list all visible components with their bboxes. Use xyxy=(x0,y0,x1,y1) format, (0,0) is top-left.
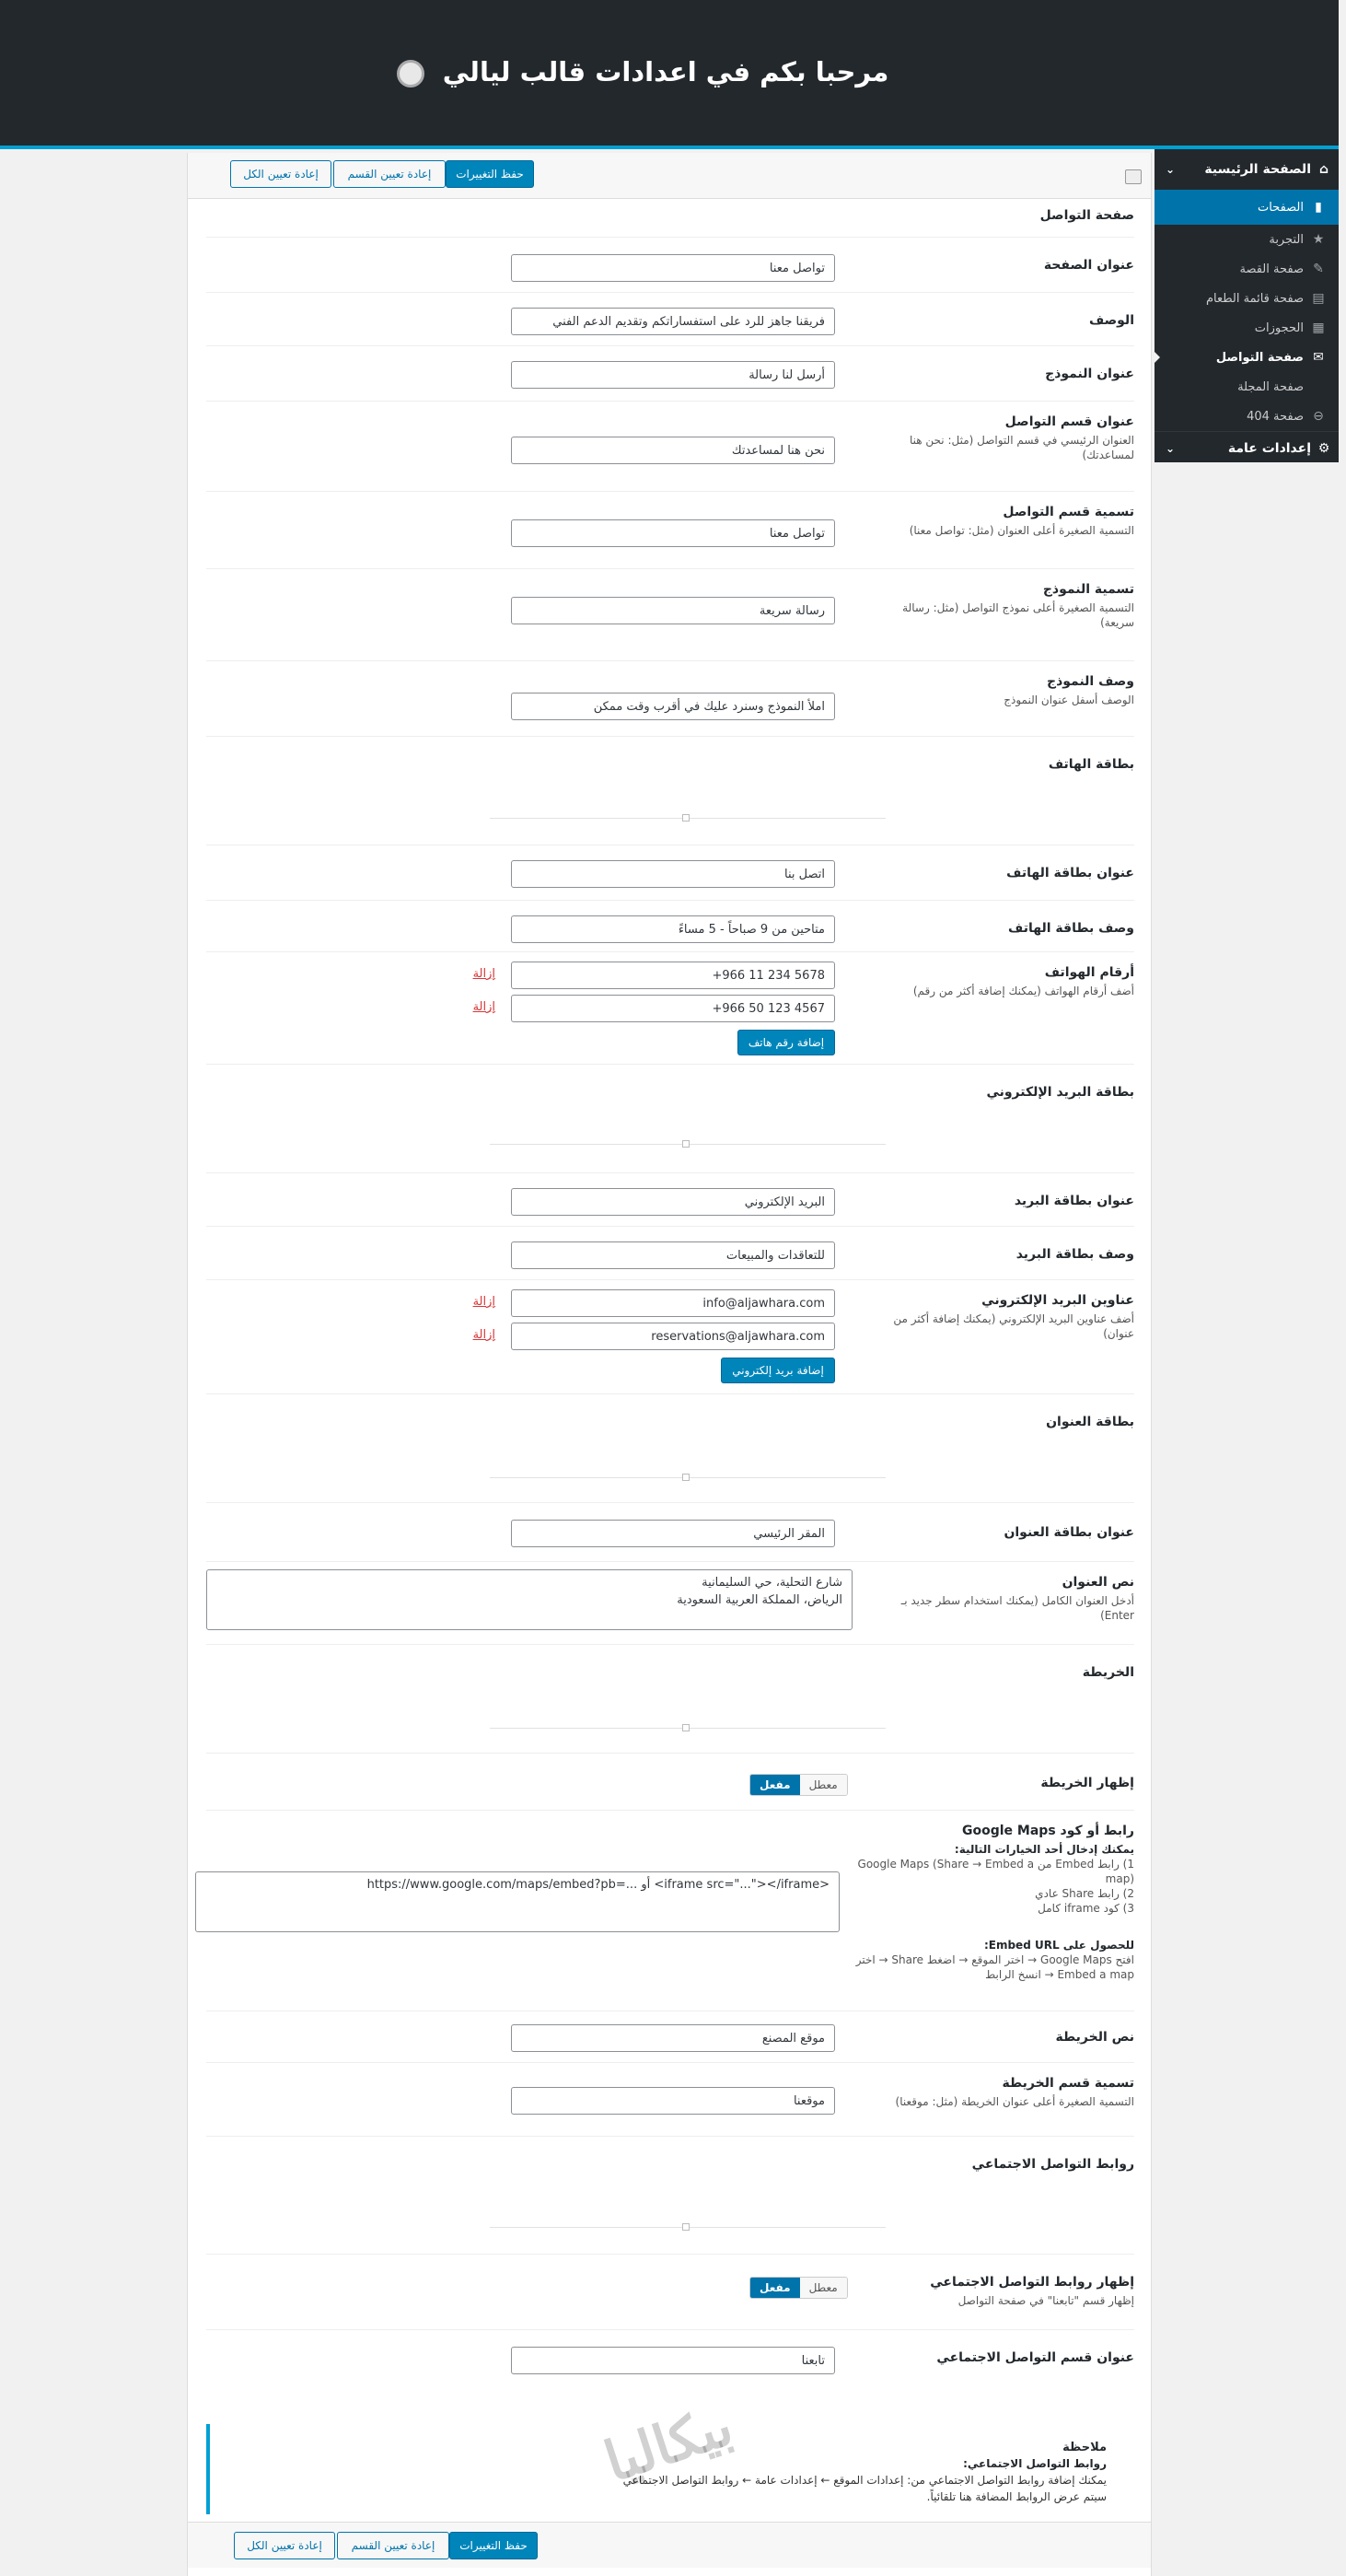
note-line: روابط التواصل الاجتماعي: xyxy=(963,2457,1107,2470)
sidebar-item-pages[interactable] xyxy=(1155,190,1339,225)
field-description: التسمية الصغيرة أعلى نموذج التواصل (مثل: رسالة سريعة) xyxy=(902,601,1134,629)
note-title: ملاحظة xyxy=(1062,2441,1107,2454)
sidebar-item-reservations[interactable] xyxy=(1155,313,1339,343)
social-heading-input[interactable]: تابعنا xyxy=(511,2347,835,2374)
form-row xyxy=(206,1754,1134,1811)
form-row xyxy=(206,2011,1134,2063)
form-row xyxy=(206,569,1134,661)
toggle-on[interactable]: مفعل xyxy=(750,1775,800,1795)
email-address-input[interactable]: reservations@aljawhara.com xyxy=(511,1323,835,1350)
sidebar-item-label: صفحة 404 xyxy=(1247,409,1304,424)
section-heading-row xyxy=(206,201,1134,238)
reset-all-button[interactable]: إعادة تعيين الكل xyxy=(234,2532,335,2559)
layout-icon[interactable] xyxy=(1125,169,1142,184)
field-label-text: تسمية قسم الخريطة xyxy=(1002,2076,1134,2091)
section-heading-input[interactable]: نحن هنا لمساعدتك xyxy=(511,437,835,464)
field-description: الوصف أسفل عنوان النموذج xyxy=(1004,694,1134,706)
section-title: بطاقة الهاتف xyxy=(1048,757,1134,772)
map-toggle[interactable] xyxy=(749,1774,848,1796)
sidebar-item-label: صفحة قائمة الطعام xyxy=(1205,291,1304,306)
help-line: 2) رابط Share عادي xyxy=(1035,1887,1134,1900)
section-title: بطاقة العنوان xyxy=(1046,1415,1134,1429)
map-help-embed xyxy=(849,1938,1134,1982)
field-label: عنوان الصفحة xyxy=(1043,258,1134,273)
address-heading-input[interactable]: المقر الرئيسي xyxy=(511,1520,835,1547)
sidebar-item-story[interactable] xyxy=(1155,254,1339,284)
form-row xyxy=(206,293,1134,346)
watermark-logo: بيكاليا xyxy=(597,2393,741,2495)
section-title: بطاقة البريد الإلكتروني xyxy=(986,1085,1134,1100)
field-label xyxy=(872,2275,1134,2308)
form-row xyxy=(206,1280,1134,1394)
field-label-text: نص العنوان xyxy=(1062,1575,1134,1590)
form-row xyxy=(206,346,1134,402)
field-label xyxy=(890,1575,1134,1623)
clipboard-icon: ▤ xyxy=(1312,291,1325,306)
form-description-input[interactable]: املأ النموذج وسنرد عليك في أقرب وقت ممكن xyxy=(511,693,835,720)
field-label-text: وصف النموذج xyxy=(1047,674,1134,689)
remove-email-link[interactable]: إزالة xyxy=(472,1295,495,1309)
field-label-text: أرقام الهواتف xyxy=(1044,965,1134,980)
field-description: أدخل العنوان الكامل (يمكنك استخدام سطر جديد بـ Enter) xyxy=(900,1594,1134,1622)
field-description: إظهار قسم "تابعنا" في صفحة التواصل xyxy=(957,2294,1134,2307)
note-line: سيتم عرض الروابط المضافة هنا تلقائياً. xyxy=(926,2490,1107,2503)
map-section xyxy=(206,1645,1134,1754)
minus-circle-icon: ⊖ xyxy=(1313,409,1324,424)
section-divider xyxy=(490,1728,886,1729)
map-text-input[interactable]: موقع المصنع xyxy=(511,2024,835,2052)
section-title: روابط التواصل الاجتماعي xyxy=(971,2157,1134,2172)
address-textarea[interactable]: شارع التحلية، حي السليمانية الرياض، المملكة العربية السعودية xyxy=(206,1569,853,1630)
settings-sidebar xyxy=(1155,149,1339,462)
field-label-text: عناوين البريد الإلكتروني xyxy=(981,1293,1134,1308)
form-heading-input[interactable]: أرسل لنا رسالة xyxy=(511,361,835,389)
social-toggle[interactable] xyxy=(749,2277,848,2299)
help-title: يمكنك إدخال أحد الخيارات التالية: xyxy=(954,1843,1134,1856)
form-row xyxy=(206,901,1134,952)
form-row xyxy=(206,1811,1134,2011)
field-label: رابط أو كود Google Maps xyxy=(962,1824,1134,1838)
phone-number-input[interactable]: +966 11 234 5678 xyxy=(511,962,835,989)
sidebar-item-experience[interactable] xyxy=(1155,225,1339,254)
map-help xyxy=(849,1842,1134,1916)
field-label: إظهار الخريطة xyxy=(1040,1776,1134,1790)
social-section xyxy=(206,2137,1134,2255)
field-label xyxy=(872,582,1134,630)
field-label xyxy=(872,2076,1134,2109)
gear-icon: ⚙ xyxy=(1317,440,1330,456)
field-label-text: تسمية النموذج xyxy=(1042,582,1134,597)
field-label-text: تسمية قسم التواصل xyxy=(1003,505,1134,519)
sidebar-item-label: الصفحات xyxy=(1257,200,1304,215)
form-row xyxy=(206,492,1134,569)
form-row xyxy=(206,402,1134,492)
help-line: 3) كود iframe كامل xyxy=(1038,1902,1134,1915)
sidebar-item-404[interactable] xyxy=(1155,402,1339,431)
star-icon: ★ xyxy=(1312,232,1325,247)
toggle-off[interactable]: معطل xyxy=(800,2278,847,2298)
sidebar-item-label: صفحة التواصل xyxy=(1215,350,1304,365)
settings-panel xyxy=(187,153,1152,2576)
phone-heading-input[interactable]: اتصل بنا xyxy=(511,860,835,888)
form-row xyxy=(206,1227,1134,1280)
sidebar-home-label: الصفحة الرئيسية xyxy=(1204,162,1311,177)
form-row xyxy=(206,845,1134,901)
form-row xyxy=(206,2255,1134,2330)
email-description-input[interactable]: للتعاقدات والمبيعات xyxy=(511,1241,835,1269)
sidebar-general[interactable] xyxy=(1155,431,1339,464)
add-phone-button[interactable]: إضافة رقم هاتف xyxy=(737,1030,835,1055)
form-row xyxy=(206,238,1134,293)
form-label-input[interactable]: رسالة سريعة xyxy=(511,597,835,624)
blank-icon xyxy=(1311,379,1326,394)
form-row xyxy=(206,661,1134,737)
field-description: التسمية الصغيرة أعلى عنوان الخريطة (مثل: موقعنا) xyxy=(895,2095,1134,2108)
field-description: التسمية الصغيرة أعلى العنوان (مثل: تواصل معنا) xyxy=(909,524,1134,537)
chevron-down-icon[interactable]: ⌄ xyxy=(1166,163,1176,176)
toggle-on[interactable]: مفعل xyxy=(750,2278,800,2298)
field-label xyxy=(872,1293,1134,1341)
form-row xyxy=(206,1503,1134,1562)
save-button[interactable]: حفظ التغييرات xyxy=(446,160,534,188)
field-label xyxy=(872,965,1134,998)
field-label xyxy=(872,674,1134,707)
sidebar-item-contact[interactable] xyxy=(1155,343,1339,372)
field-label: وصف بطاقة البريد xyxy=(1015,1247,1134,1262)
field-label: نص الخريطة xyxy=(1055,2030,1134,2045)
phone-description-input[interactable]: متاحين من 9 صباحاً - 5 مساءً xyxy=(511,915,835,943)
remove-email-link[interactable]: إزالة xyxy=(472,1328,495,1342)
section-divider xyxy=(490,2227,886,2228)
sidebar-item-magazine[interactable] xyxy=(1155,372,1339,402)
edit-icon: ✎ xyxy=(1313,262,1324,276)
form-row xyxy=(206,1173,1134,1227)
form-row xyxy=(206,2063,1134,2137)
page-heading-input[interactable]: تواصل معنا xyxy=(511,254,835,282)
add-email-button[interactable]: إضافة بريد إلكتروني xyxy=(721,1358,835,1383)
field-label-text: إظهار روابط التواصل الاجتماعي xyxy=(930,2275,1134,2290)
page-title: مرحبا بكم في اعدادات قالب ليالي xyxy=(397,56,889,87)
remove-phone-link[interactable]: إزالة xyxy=(472,967,495,981)
remove-phone-link[interactable]: إزالة xyxy=(472,1000,495,1014)
toggle-off[interactable]: معطل xyxy=(800,1775,847,1795)
reset-section-button[interactable]: إعادة تعيين القسم xyxy=(333,160,446,188)
email-card-section xyxy=(206,1065,1134,1173)
address-card-section xyxy=(206,1394,1134,1503)
field-label: وصف بطاقة الهاتف xyxy=(1008,921,1134,936)
plate-icon xyxy=(397,60,424,87)
sidebar-general-label: إعدادات عامة xyxy=(1227,440,1311,456)
field-label: عنوان بطاقة العنوان xyxy=(1004,1525,1134,1540)
phone-card-section xyxy=(206,737,1134,845)
field-description: أضف عناوين البريد الإلكتروني (يمكنك إضافة أكثر من عنوان) xyxy=(893,1312,1134,1340)
field-description: أضف أرقام الهواتف (يمكنك إضافة أكثر من رقم) xyxy=(912,985,1134,997)
email-heading-input[interactable]: البريد الإلكتروني xyxy=(511,1188,835,1216)
home-icon: ⌂ xyxy=(1318,162,1329,177)
field-description: العنوان الرئيسي في قسم التواصل (مثل: نحن هنا لمساعدتك) xyxy=(909,434,1134,461)
sidebar-item-menu[interactable] xyxy=(1155,284,1339,313)
help-line: 1) رابط Embed من Google Maps (Share → Embed a map) xyxy=(857,1858,1134,1885)
envelope-icon: ✉ xyxy=(1313,350,1324,365)
page-icon: ▮ xyxy=(1315,200,1322,215)
phone-number-input[interactable]: +966 50 123 4567 xyxy=(511,995,835,1022)
field-label: الوصف xyxy=(1088,313,1134,328)
field-label: عنوان بطاقة الهاتف xyxy=(1006,866,1134,880)
reset-all-button[interactable]: إعادة تعيين الكل xyxy=(230,160,331,188)
sidebar-home[interactable] xyxy=(1155,149,1339,190)
field-label xyxy=(872,505,1134,538)
field-label-text: عنوان قسم التواصل xyxy=(1004,414,1134,429)
section-divider xyxy=(490,1477,886,1478)
note-line: يمكنك إضافة روابط التواصل الاجتماعي من: إعدادات الموقع ← إعدادات عامة ← روابط التواصل الاجتماعي xyxy=(622,2474,1107,2487)
chevron-down-icon[interactable]: ⌄ xyxy=(1166,441,1176,455)
help-title: للحصول على Embed URL: xyxy=(983,1939,1134,1952)
sidebar-item-label: التجربة xyxy=(1269,232,1304,247)
page-header xyxy=(0,0,1339,149)
section-title: الخريطة xyxy=(1082,1665,1134,1680)
map-section-label-input[interactable]: موقعنا xyxy=(511,2087,835,2115)
section-label-input[interactable]: تواصل معنا xyxy=(511,519,835,547)
form-row xyxy=(206,952,1134,1065)
map-embed-textarea[interactable]: https://www.google.com/maps/embed?pb=... أو <iframe src="..."></iframe> xyxy=(195,1871,840,1932)
description-input[interactable]: فريقنا جاهز للرد على استفساراتكم وتقديم الدعم الفني xyxy=(511,308,835,335)
save-button[interactable]: حفظ التغييرات xyxy=(449,2532,538,2559)
sidebar-item-label: الحجوزات xyxy=(1254,321,1304,335)
top-toolbar xyxy=(188,153,1151,199)
email-address-input[interactable]: info@aljawhara.com xyxy=(511,1289,835,1317)
help-line: افتح Google Maps → اختر الموقع → اضغط Share → اختر Embed a map → انسخ الرابط xyxy=(855,1953,1134,1981)
field-label: عنوان بطاقة البريد xyxy=(1014,1194,1134,1208)
section-divider xyxy=(490,818,886,819)
sidebar-item-label: صفحة المجلة xyxy=(1237,379,1304,394)
bottom-toolbar xyxy=(188,2522,1151,2568)
form-row xyxy=(206,2330,1134,2395)
sidebar-item-label: صفحة القصة xyxy=(1239,262,1304,276)
field-label: عنوان قسم التواصل الاجتماعي xyxy=(936,2350,1134,2365)
section-title: صفحة التواصل xyxy=(1039,208,1134,223)
reset-section-button[interactable]: إعادة تعيين القسم xyxy=(337,2532,449,2559)
field-label: عنوان النموذج xyxy=(1045,367,1134,381)
calendar-icon: ▦ xyxy=(1312,321,1325,335)
form-row xyxy=(206,1562,1134,1645)
section-divider xyxy=(490,1144,886,1145)
field-label xyxy=(872,414,1134,462)
